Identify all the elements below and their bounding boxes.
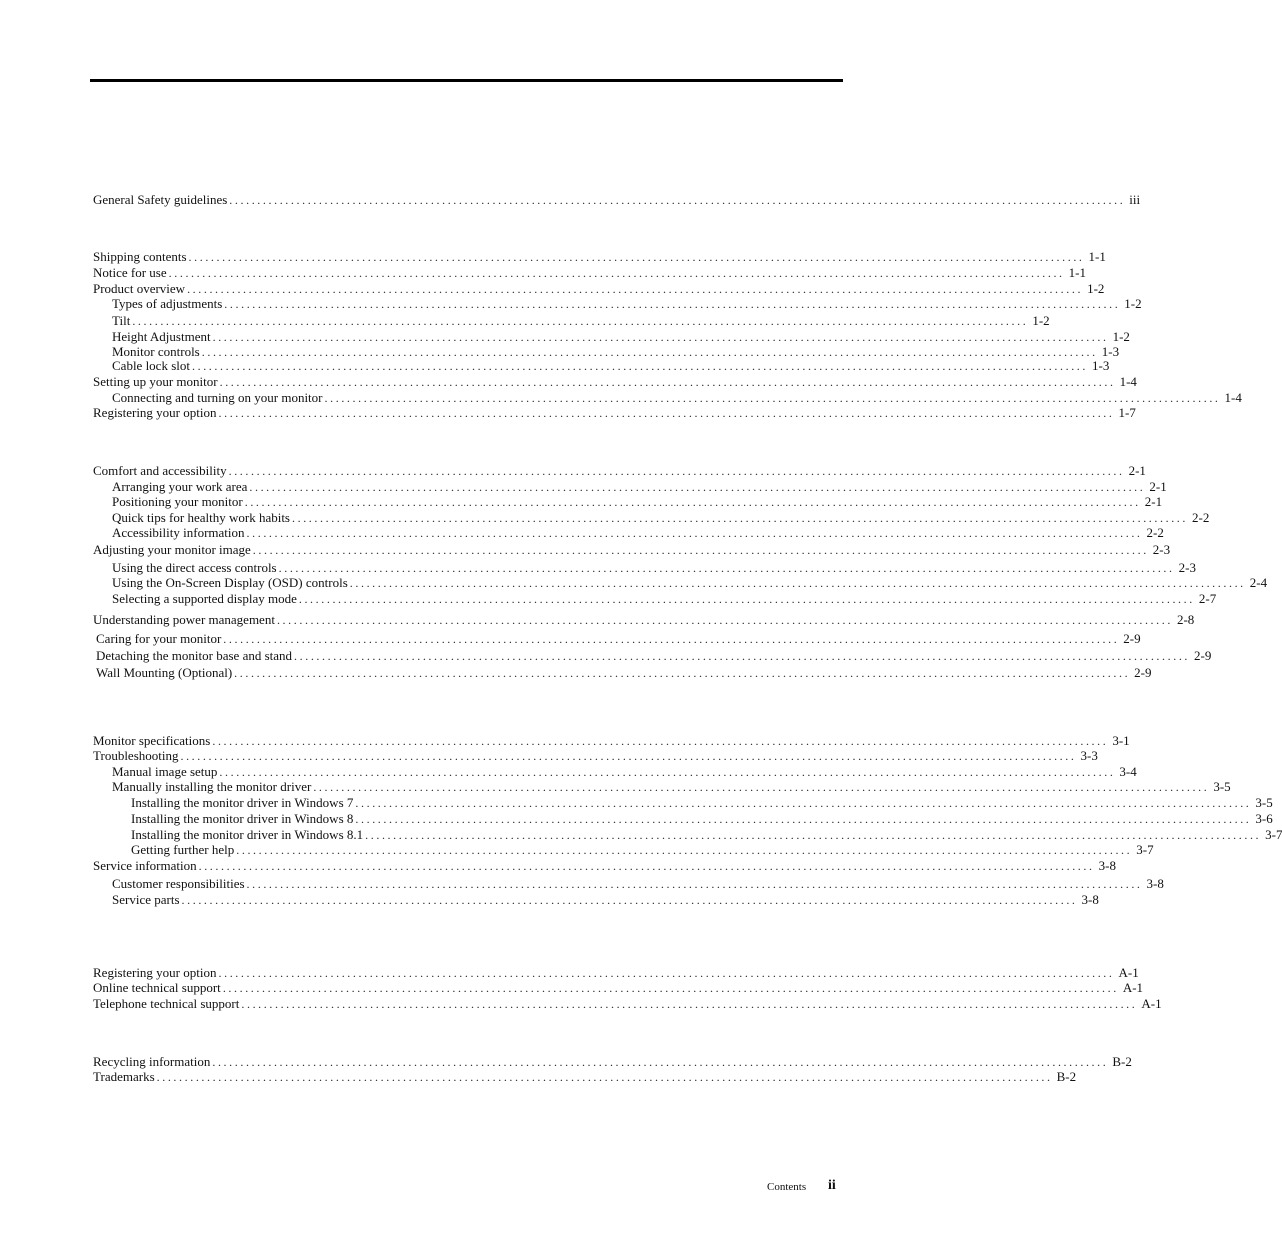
toc-entry-page: 3-8: [1098, 858, 1116, 873]
toc-entry[interactable]: [0, 313, 1050, 329]
toc-entry-title: Using the direct access controls: [112, 560, 277, 575]
toc-entry[interactable]: [0, 858, 1116, 874]
toc-entry[interactable]: [0, 779, 1231, 795]
dot-leader: ................................................................................................................................................................: [244, 495, 1141, 509]
dot-leader: ................................................................................................................................................................: [229, 193, 1126, 207]
toc-entry-title: Installing the monitor driver in Windows 8: [131, 811, 354, 826]
toc-entry-title: Customer responsibilities: [112, 876, 245, 891]
toc-entry-page: 2-2: [1192, 510, 1210, 525]
dot-leader: ................................................................................................................................................................: [219, 375, 1116, 389]
toc-entry[interactable]: [0, 510, 1210, 526]
dot-leader: ................................................................................................................................................................: [355, 812, 1252, 826]
toc-entry-title: Trademarks: [93, 1069, 155, 1084]
dot-leader: ................................................................................................................................................................: [224, 297, 1121, 311]
dot-leader: ................................................................................................................................................................: [219, 765, 1116, 779]
toc-entry-title: Adjusting your monitor image: [93, 542, 251, 557]
dot-leader: ................................................................................................................................................................: [181, 893, 1078, 907]
toc-entry-page: 1-1: [1088, 249, 1106, 264]
toc-entry-title: Product overview: [93, 281, 186, 296]
toc-entry-page: iii: [1129, 192, 1141, 207]
toc-entry-page: 1-3: [1092, 358, 1110, 373]
toc-entry-page: 2-1: [1144, 494, 1163, 509]
dot-leader: ................................................................................................................................................................: [201, 345, 1098, 359]
dot-leader: ................................................................................................................................................................: [180, 749, 1077, 763]
toc-entry-title: Arranging your work area: [112, 479, 248, 494]
toc-entry-title: Types of adjustments: [112, 296, 223, 311]
dot-leader: ................................................................................................................................................................: [365, 828, 1262, 842]
dot-leader: ................................................................................................................................................................: [228, 464, 1125, 478]
toc-entry-title: Positioning your monitor: [112, 494, 243, 509]
toc-entry-page: 1-2: [1124, 296, 1142, 311]
footer-label: Contents: [767, 1181, 807, 1193]
dot-leader: ................................................................................................................................................................: [198, 859, 1095, 873]
toc-entry-title: Manual image setup: [112, 764, 218, 779]
toc-entry-title: Understanding power management: [93, 612, 275, 627]
dot-leader: ................................................................................................................................................................: [187, 282, 1084, 296]
toc-entry-title: Detaching the monitor base and stand: [96, 648, 293, 663]
toc-entry[interactable]: [0, 494, 1163, 510]
toc-entry[interactable]: [0, 748, 1098, 764]
toc-entry-title: Monitor specifications: [93, 733, 211, 748]
dot-leader: ................................................................................................................................................................: [313, 780, 1210, 794]
toc-entry-title: Caring for your monitor: [96, 631, 222, 646]
dot-leader: ................................................................................................................................................................: [276, 613, 1173, 627]
toc-entry[interactable]: [0, 296, 1142, 312]
toc-entry[interactable]: [0, 827, 1282, 843]
toc-entry-page: 1-4: [1119, 374, 1137, 389]
toc-entry[interactable]: [0, 542, 1171, 558]
toc-entry[interactable]: [0, 479, 1167, 495]
dot-leader: ................................................................................................................................................................: [324, 391, 1221, 405]
dot-leader: ................................................................................................................................................................: [246, 526, 1143, 540]
toc-entry-title: Getting further help: [131, 842, 235, 857]
dot-leader: ................................................................................................................................................................: [222, 981, 1119, 995]
dot-leader: ................................................................................................................................................................: [278, 561, 1175, 575]
toc-entry-page: B-2: [1112, 1054, 1132, 1069]
toc-entry[interactable]: [0, 358, 1110, 374]
dot-leader: ................................................................................................................................................................: [188, 250, 1085, 264]
toc-entry-page: 1-1: [1068, 265, 1086, 280]
toc-entry-title: Setting up your monitor: [93, 374, 218, 389]
toc-entry[interactable]: [0, 996, 1162, 1012]
toc-entry-title: Monitor controls: [112, 344, 200, 359]
toc-entry-title: Selecting a supported display mode: [112, 591, 297, 606]
dot-leader: ................................................................................................................................................................: [156, 1070, 1053, 1084]
toc-entry-title: Accessibility information: [112, 525, 245, 540]
toc-entry-page: 3-5: [1213, 779, 1231, 794]
toc-entry-title: Online technical support: [93, 980, 221, 995]
toc-entry-title: Manually installing the monitor driver: [112, 779, 312, 794]
toc-entry-title: Notice for use: [93, 265, 167, 280]
toc-entry-page: 3-7: [1265, 827, 1282, 842]
toc-entry-title: Telephone technical support: [93, 996, 240, 1011]
toc-entry[interactable]: [0, 842, 1154, 858]
toc-entry-title: Troubleshooting: [93, 748, 179, 763]
toc-entry[interactable]: [0, 265, 1086, 281]
toc-entry[interactable]: [0, 631, 1141, 647]
toc-entry-page: 2-2: [1146, 525, 1164, 540]
dot-leader: ................................................................................................................................................................: [192, 359, 1088, 373]
toc-entry-page: 1-3: [1101, 344, 1120, 359]
toc-entry[interactable]: [0, 612, 1195, 628]
toc-entry-page: 3-6: [1255, 811, 1273, 826]
toc-entry[interactable]: [0, 463, 1146, 479]
toc-entry[interactable]: [0, 575, 1268, 591]
dot-leader: ................................................................................................................................................................: [292, 511, 1188, 525]
dot-leader: ................................................................................................................................................................: [234, 666, 1131, 680]
toc-entry[interactable]: [0, 374, 1137, 390]
toc-entry-page: 2-4: [1249, 575, 1268, 590]
dot-leader: ................................................................................................................................................................: [218, 406, 1115, 420]
toc-entry-page: 1-2: [1087, 281, 1105, 296]
toc-entry-page: 2-9: [1123, 631, 1141, 646]
toc-entry-page: 3-1: [1112, 733, 1130, 748]
toc-entry-page: 3-7: [1136, 842, 1154, 857]
toc-entry[interactable]: [0, 281, 1105, 297]
toc-entry-page: 1-4: [1224, 390, 1242, 405]
dot-leader: ................................................................................................................................................................: [241, 997, 1138, 1011]
toc-entry-title: Comfort and accessibility: [93, 463, 227, 478]
toc-entry[interactable]: [0, 560, 1196, 576]
toc-entry-page: 3-8: [1146, 876, 1164, 891]
toc-entry[interactable]: [0, 811, 1273, 827]
toc-entry-page: 2-9: [1134, 665, 1152, 680]
toc-entry-title: Installing the monitor driver in Windows 8.1: [131, 827, 364, 842]
toc-entry-page: 3-5: [1255, 795, 1273, 810]
toc-entry-page: 2-8: [1176, 612, 1195, 627]
toc-entry[interactable]: [0, 876, 1164, 892]
toc-entry-page: 1-2: [1032, 313, 1050, 328]
dot-leader: ................................................................................................................................................................: [212, 1055, 1109, 1069]
toc-entry-page: A-1: [1141, 996, 1162, 1011]
toc-entry[interactable]: [0, 405, 1136, 421]
toc-entry-title: Service information: [93, 858, 197, 873]
dot-leader: ................................................................................................................................................................: [223, 632, 1120, 646]
toc-entry[interactable]: [0, 525, 1164, 541]
toc-entry-page: 2-3: [1152, 542, 1171, 557]
toc-entry-title: Cable lock slot: [112, 358, 190, 373]
toc-entry[interactable]: [0, 1069, 1077, 1085]
toc-entry-title: Installing the monitor driver in Windows 7: [131, 795, 354, 810]
toc-entry-page: 1-2: [1112, 329, 1130, 344]
toc-entry[interactable]: [0, 733, 1130, 749]
toc-entry-page: 3-4: [1119, 764, 1137, 779]
dot-leader: ................................................................................................................................................................: [236, 843, 1133, 857]
toc-entry-page: 3-3: [1080, 748, 1098, 763]
toc-entry[interactable]: [0, 249, 1106, 265]
toc-entry-title: Connecting and turning on your monitor: [112, 390, 323, 405]
toc-entry[interactable]: [0, 390, 1242, 406]
toc-entry-title: Shipping contents: [93, 249, 187, 264]
toc-entry[interactable]: [0, 980, 1144, 996]
toc-entry[interactable]: [0, 648, 1212, 664]
toc-entry-title: Registering your option: [93, 965, 217, 980]
dot-leader: ................................................................................................................................................................: [218, 966, 1115, 980]
dot-leader: ................................................................................................................................................................: [355, 796, 1252, 810]
dot-leader: ................................................................................................................................................................: [212, 330, 1109, 344]
toc-entry-page: 3-8: [1081, 892, 1099, 907]
toc-entry-page: A-1: [1122, 980, 1144, 995]
toc-entry-title: Using the On-Screen Display (OSD) controls: [112, 575, 348, 590]
toc-entry[interactable]: [0, 665, 1152, 681]
dot-leader: ................................................................................................................................................................: [252, 543, 1149, 557]
toc-entry[interactable]: [0, 1054, 1132, 1070]
toc-entry[interactable]: [0, 892, 1099, 908]
toc-entry-page: B-2: [1056, 1069, 1077, 1084]
toc-entry[interactable]: [0, 329, 1130, 345]
dot-leader: ................................................................................................................................................................: [298, 592, 1195, 606]
toc-entry-title: General Safety guidelines: [93, 192, 228, 207]
dot-leader: ................................................................................................................................................................: [246, 877, 1143, 891]
toc-entry[interactable]: [0, 591, 1217, 607]
toc-entry-title: Recycling information: [93, 1054, 211, 1069]
toc-entry-page: 2-1: [1128, 463, 1146, 478]
dot-leader: ................................................................................................................................................................: [249, 480, 1146, 494]
footer-page-number: ii: [828, 1178, 836, 1193]
toc-entry[interactable]: [0, 764, 1137, 780]
toc-entry-title: Service parts: [112, 892, 180, 907]
dot-leader: ................................................................................................................................................................: [212, 734, 1109, 748]
toc-entry[interactable]: [0, 192, 1141, 208]
dot-leader: ................................................................................................................................................................: [294, 649, 1191, 663]
toc-entry-title: Quick tips for healthy work habits: [112, 510, 290, 525]
toc-entry-title: Registering your option: [93, 405, 217, 420]
toc-entry-page: 2-7: [1198, 591, 1217, 606]
toc-entry-title: Tilt: [112, 313, 131, 328]
toc-entry-page: 2-1: [1149, 479, 1167, 494]
dot-leader: ................................................................................................................................................................: [168, 266, 1065, 280]
toc-entry[interactable]: [0, 965, 1139, 981]
toc-entry-page: A-1: [1118, 965, 1139, 980]
toc-entry-page: 2-3: [1178, 560, 1196, 575]
toc-entry-title: Wall Mounting (Optional): [96, 665, 233, 680]
toc-entry-title: Height Adjustment: [112, 329, 211, 344]
toc-entry-page: 2-9: [1194, 648, 1212, 663]
toc-entry-page: 1-7: [1118, 405, 1136, 420]
dot-leader: ................................................................................................................................................................: [132, 314, 1029, 328]
dot-leader: ................................................................................................................................................................: [349, 576, 1246, 590]
toc-entry[interactable]: [0, 795, 1273, 811]
